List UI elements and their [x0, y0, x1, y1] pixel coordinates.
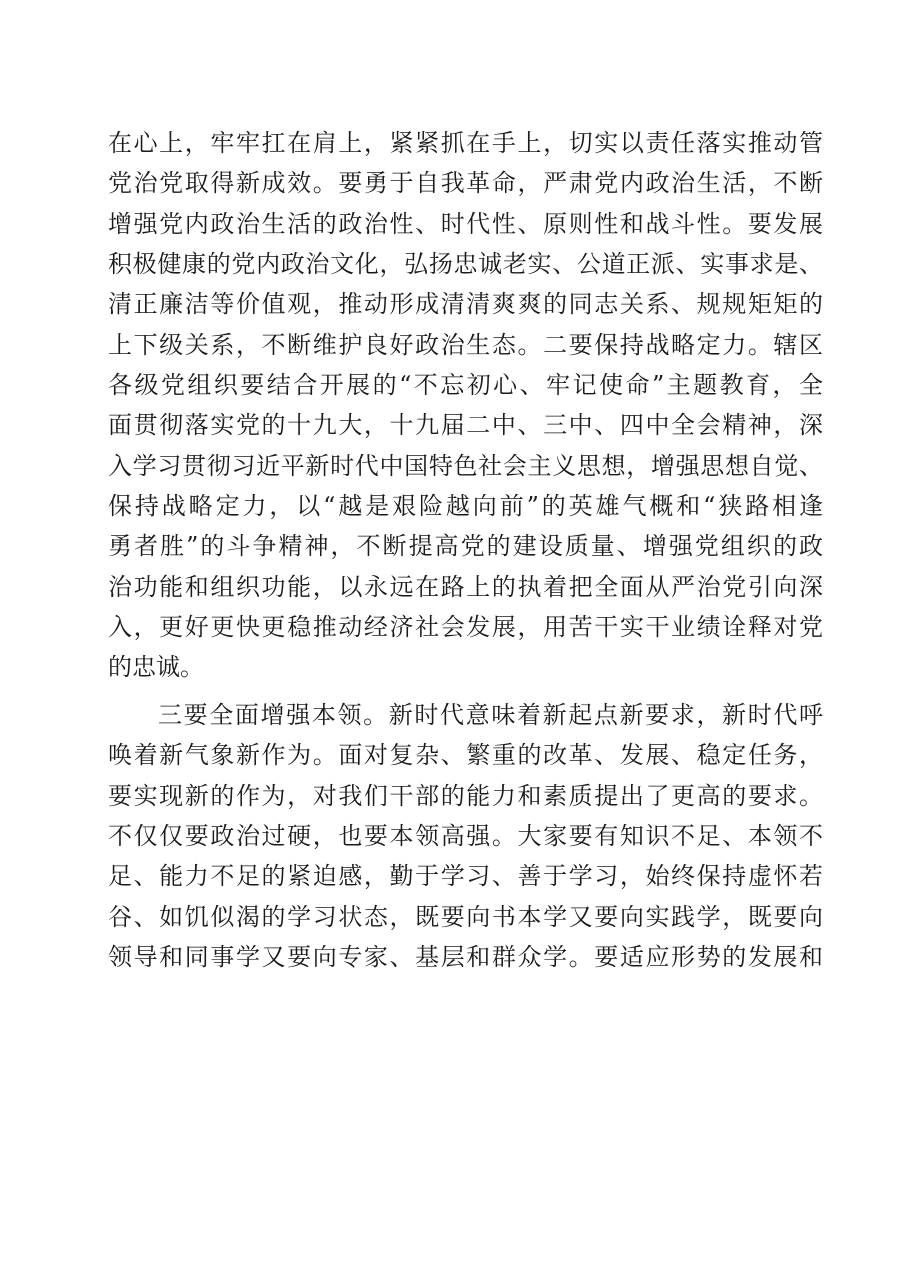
text-line: 上下级关系，不断维护良好政治生态。二要保持战略定力。辖区: [108, 330, 823, 359]
text-line: 唤着新气象新作为。面对复杂、繁重的改革、发展、稳定任务，: [108, 741, 823, 770]
text-line: 要实现新的作为，对我们干部的能力和素质提出了更高的要求。: [108, 781, 823, 810]
text-line: 积极健康的党内政治文化，弘扬忠诚老实、公道正派、实事求是、: [108, 250, 823, 279]
text-line: 保持战略定力，以“越是艰险越向前”的英雄气概和“狭路相逢: [108, 492, 823, 521]
text-line: 勇者胜”的斗争精神，不断提高党的建设质量、增强党组织的政: [108, 532, 823, 561]
text-line: 增强党内政治生活的政治性、时代性、原则性和战斗性。要发展: [108, 209, 823, 238]
text-line: 不仅仅要政治过硬，也要本领高强。大家要有知识不足、本领不: [108, 821, 823, 850]
text-line: 入学习贯彻习近平新时代中国特色社会主义思想，增强思想自觉、: [108, 451, 823, 480]
document-body: [108, 123, 823, 977]
paragraph-2: [108, 695, 823, 977]
text-line: 面贯彻落实党的十九大，十九届二中、三中、四中全会精神，深: [108, 411, 823, 440]
text-line: 治功能和组织功能，以永远在路上的执着把全面从严治党引向深: [108, 572, 823, 601]
text-line: 入，更好更快更稳推动经济社会发展，用苦干实干业绩诠释对党: [108, 613, 823, 642]
text-line: 各级党组织要结合开展的“不忘初心、牢记使命”主题教育，全: [108, 371, 823, 400]
text-line: 谷、如饥似渴的学习状态，既要向书本学又要向实践学，既要向: [108, 902, 823, 931]
text-line: 清正廉洁等价值观，推动形成清清爽爽的同志关系、规规矩矩的: [108, 290, 823, 319]
text-line: 党治党取得新成效。要勇于自我革命，严肃党内政治生活，不断: [108, 169, 823, 198]
text-line: 足、能力不足的紧迫感，勤于学习、善于学习，始终保持虚怀若: [108, 862, 823, 891]
text-line: 在心上，牢牢扛在肩上，紧紧抓在手上，切实以责任落实推动管: [108, 129, 823, 157]
text-line: 三要全面增强本领。新时代意味着新起点新要求，新时代呼: [158, 700, 823, 729]
text-line: 领导和同事学又要向专家、基层和群众学。要适应形势的发展和: [108, 942, 823, 971]
paragraph-1: [108, 123, 823, 688]
text-line: 的忠诚。: [108, 653, 204, 682]
paragraph-spacer: [108, 688, 823, 695]
